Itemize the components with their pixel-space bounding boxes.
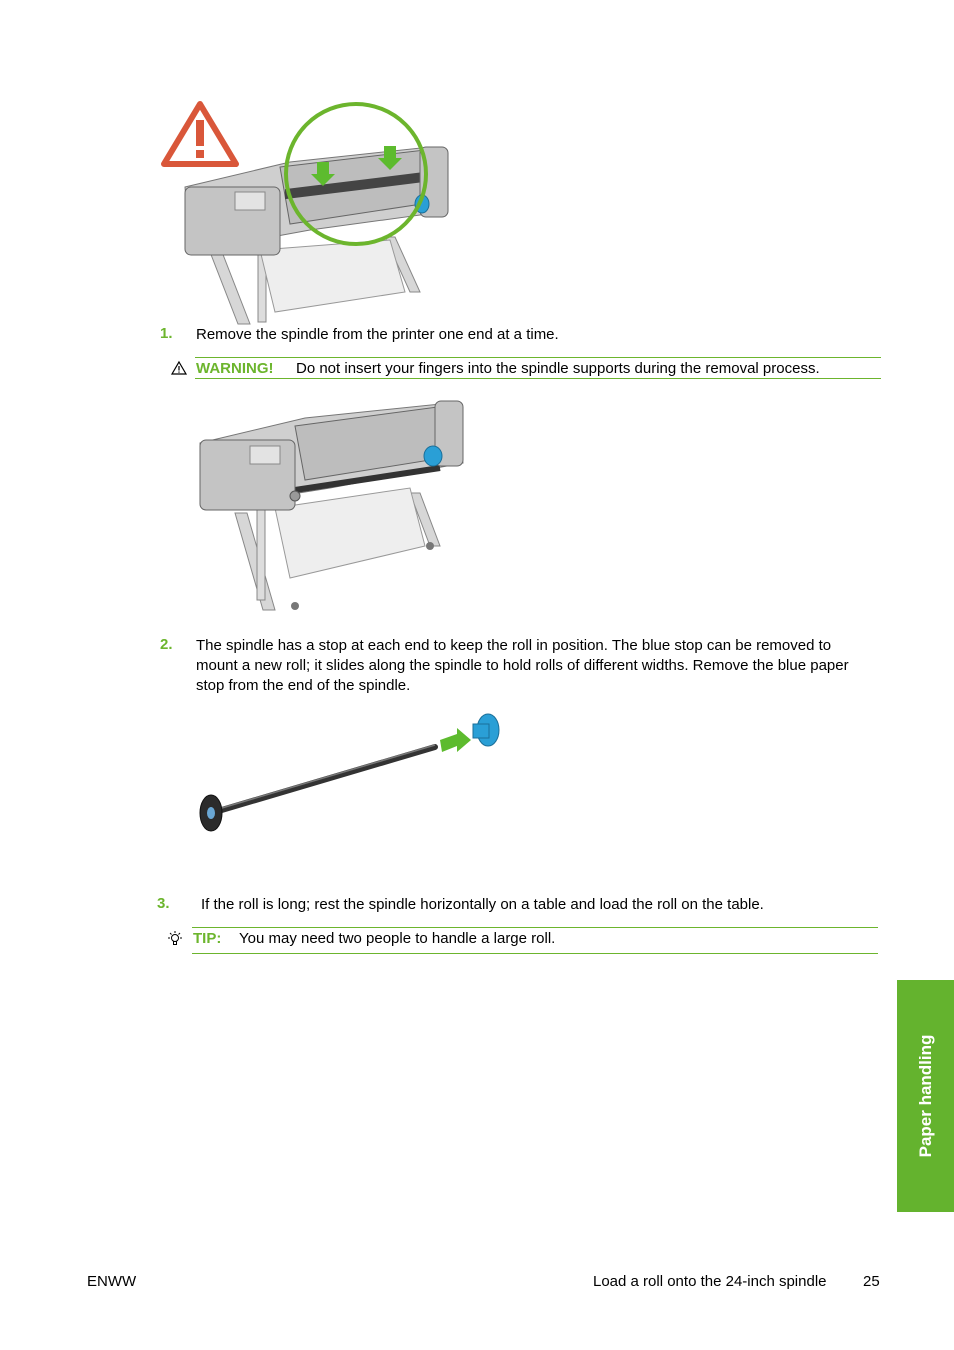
tip-text: You may need two people to handle a large roll.: [239, 930, 556, 947]
side-tab-label: Paper handling: [915, 1034, 935, 1158]
spindle-illustration: [195, 712, 510, 837]
step-2-line-3: stop from the end of the spindle.: [196, 677, 411, 694]
step-3-number: 3.: [157, 895, 170, 912]
step-2-line-2: mount a new roll; it slides along the spindle to hold rolls of different widths. Remove the blue paper: [196, 657, 849, 674]
warning-text: Do not insert your fingers into the spindle supports during the removal process.: [296, 360, 820, 377]
step-2-line-1: The spindle has a stop at each end to keep the roll in position. The blue stop can be removed to: [196, 637, 832, 654]
footer-left: ENWW: [87, 1273, 137, 1290]
printer-illustration-1: [180, 102, 470, 324]
side-tab-paper-handling: [897, 980, 954, 1212]
warning-bottom-rule: [195, 378, 881, 379]
step-3-text: If the roll is long; rest the spindle horizontally on a table and load the roll on the table.: [201, 896, 764, 913]
warning-top-rule: [195, 357, 881, 358]
tip-label: TIP:: [193, 930, 222, 947]
footer-title: Load a roll onto the 24-inch spindle: [593, 1273, 827, 1290]
step-1-number: 1.: [160, 325, 173, 342]
footer-page-number: 25: [863, 1273, 880, 1290]
step-1-text: Remove the spindle from the printer one end at a time.: [196, 326, 559, 343]
tip-bottom-rule: [192, 953, 878, 954]
printer-illustration-2: [195, 398, 467, 613]
step-2-number: 2.: [160, 636, 173, 653]
warning-label: WARNING!: [196, 360, 274, 377]
warning-triangle-icon: [171, 361, 187, 375]
tip-top-rule: [192, 927, 878, 928]
lightbulb-icon: [166, 930, 184, 948]
